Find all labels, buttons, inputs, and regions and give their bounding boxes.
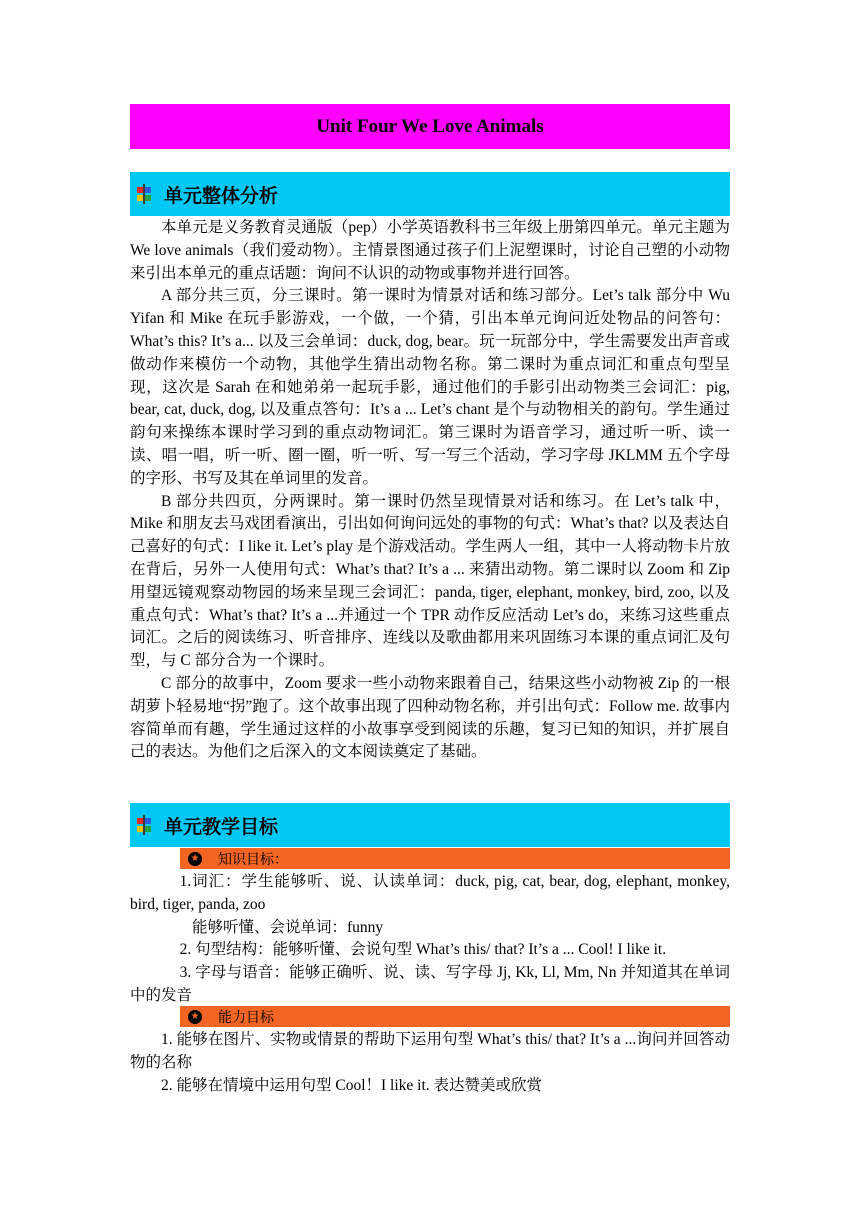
document-title: Unit Four We Love Animals: [316, 115, 544, 137]
section-heading-bar-goals: [130, 803, 730, 847]
section-heading: 单元教学目标: [164, 815, 279, 838]
paragraph: A 部分共三页，分三课时。第一课时为情景对话和练习部分。Let’s talk 部分中 Wu Yifan 和 Mike 在玩手影游戏，一个做，一个猜，引出本单元询问近处物品的问答句：What’s this? It’s a... 以及三会单词：duck, dog, bear。玩一玩部分中，学生需要发出声音或做动作来模仿一个动物，其他学生猜出动物名称。第二课时为重点词汇和重点句型呈现，这次是 Sarah 在和她弟弟一起玩手影，通过他们的手影引出动物类三会词汇：pig, bear, cat, duck, dog, 以及重点答句：It’s a ... Let’s chant 是个与动物相关的韵句。学生通过韵句来操练本课时学习到的重点动物词汇。第三课时为语音学习，通过听一听、读一读、唱一唱，听一听、圈一圈，听一听、写一写三个活动，学习字母 JKLMM 五个字母的字形、书写及其在单词里的发音。: [130, 287, 730, 487]
ability-goal-item: 2. 能够在情境中运用句型 Cool！I like it. 表达赞美或欣赏: [161, 1076, 543, 1094]
star-bullet-icon: ★: [188, 852, 202, 866]
flag-bullet-icon: [134, 184, 154, 204]
vocab-goal: 1.词汇：学生能够听、说、认读单词：duck, pig, cat, bear, dog, elephant, monkey, bird, tiger, panda, zoo: [130, 873, 730, 913]
ability-goal-bar: [180, 1006, 730, 1027]
star-bullet-icon: ★: [188, 1010, 202, 1024]
section-heading-bar-analysis: [130, 172, 730, 216]
document-title-bar: [130, 104, 730, 149]
sentence-goal: 2. 句型结构：能够听懂、会说句型 What’s this/ that? It’s a ... Cool! I like it.: [179, 941, 667, 959]
knowledge-goal-label: 知识目标：: [218, 851, 288, 868]
ability-goal-item: 1. 能够在图片、实物或情景的帮助下运用句型 What’s this/ that? It’s a ...询问并回答动物的名称: [130, 1031, 730, 1071]
ability-goal-body: [130, 1029, 730, 1097]
flag-bullet-icon: [134, 815, 154, 835]
section-heading: 单元整体分析: [164, 184, 279, 207]
paragraph: B 部分共四页，分两课时。第一课时仍然呈现情景对话和练习。在 Let’s talk 中，Mike 和朋友去马戏团看演出，引出如何询问远处的事物的句式：What’s that? 以及表达自己喜好的句式：I like it. Let’s play 是个游戏活动。学生两人一组，其中一人将动物卡片放在背后，另外一人使用句式：What’s that? It’s a ... 来猜出动物。第二课时以 Zoom 和 Zip 用望远镜观察动物园的场来呈现三会词汇：panda, tiger, elephant, monkey, bird, zoo, 以及重点句式：What’s that? It’s a ...并通过一个 TPR 动作反应活动 Let’s do，来练习这些重点词汇。之后的阅读练习、听音排序、连线以及歌曲都用来巩固练习本课的重点词汇及句型，与 C 部分合为一个课时。: [130, 492, 730, 670]
knowledge-goal-body: [130, 871, 730, 1008]
analysis-body: [130, 217, 730, 764]
paragraph: 本单元是义务教育灵通版（pep）小学英语教科书三年级上册第四单元。单元主题为 We love animals（我们爱动物）。主情景图通过孩子们上泥塑课时，讨论自己塑的小动物来引出本单元的重点话题：询问不认识的动物或事物并进行回答。: [130, 219, 730, 282]
vocab-goal-extra: 能够听懂、会说单词：funny: [192, 918, 384, 936]
phonics-goal: 3. 字母与语音：能够正确听、说、读、写字母 Jj, Kk, Ll, Mm, Nn 并知道其在单词中的发音: [130, 964, 730, 1004]
knowledge-goal-bar: [180, 848, 730, 869]
paragraph: C 部分的故事中，Zoom 要求一些小动物来跟着自己，结果这些小动物被 Zip 的一根胡萝卜轻易地“拐”跑了。这个故事出现了四种动物名称，并引出句式：Follow me. 故事内容简单而有趣，学生通过这样的小故事享受到阅读的乐趣，复习已知的知识，并扩展自己的表达。为他们之后深入的文本阅读奠定了基础。: [130, 674, 730, 761]
ability-goal-label: 能力目标: [218, 1009, 274, 1026]
